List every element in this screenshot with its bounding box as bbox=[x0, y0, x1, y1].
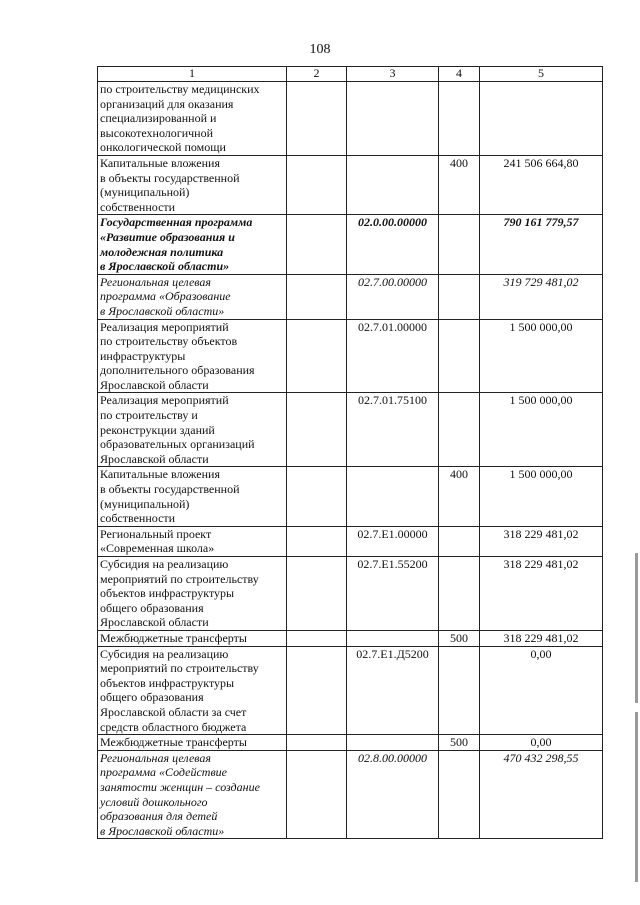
row-sum-cell: 318 229 481,02 bbox=[480, 557, 603, 631]
row-name-cell: Субсидия на реализацию мероприятий по строительству объектов инфраструктуры общего образования Ярославской области bbox=[98, 557, 287, 631]
table-row bbox=[98, 155, 603, 214]
row-sum-cell: 1 500 000,00 bbox=[480, 467, 603, 526]
row-code-cell bbox=[347, 82, 439, 156]
column-header-5: 5 bbox=[480, 67, 603, 82]
row-code-cell: 02.0.00.00000 bbox=[347, 215, 439, 274]
table-row bbox=[98, 646, 603, 735]
row-col2-cell bbox=[287, 630, 347, 646]
table-header-row bbox=[98, 67, 603, 82]
table-row bbox=[98, 467, 603, 526]
row-name-cell: Региональная целевая программа «Образование в Ярославской области» bbox=[98, 274, 287, 319]
row-name-cell: Капитальные вложения в объекты государственной (муниципальной) собственности bbox=[98, 155, 287, 214]
budget-table bbox=[97, 66, 603, 839]
row-expense-type-cell: 400 bbox=[439, 467, 480, 526]
column-header-4: 4 bbox=[439, 67, 480, 82]
row-expense-type-cell bbox=[439, 526, 480, 556]
row-code-cell: 02.7.E1.55200 bbox=[347, 557, 439, 631]
row-sum-cell bbox=[480, 82, 603, 156]
row-name-cell: Региональная целевая программа «Содействие занятости женщин – создание условий дошкольного образования для детей в Ярославской области» bbox=[98, 750, 287, 839]
row-code-cell: 02.7.E1.00000 bbox=[347, 526, 439, 556]
row-name-cell: Реализация мероприятий по строительству объектов инфраструктуры дополнительного образования Ярославской области bbox=[98, 319, 287, 393]
row-name-cell: Реализация мероприятий по строительству и реконструкции зданий образовательных организаций Ярославской области bbox=[98, 393, 287, 467]
row-name-cell: Капитальные вложения в объекты государственной (муниципальной) собственности bbox=[98, 467, 287, 526]
row-expense-type-cell: 500 bbox=[439, 735, 480, 751]
table-row bbox=[98, 393, 603, 467]
scan-edge-mark bbox=[635, 553, 638, 703]
row-col2-cell bbox=[287, 82, 347, 156]
column-header-1: 1 bbox=[98, 67, 287, 82]
row-code-cell: 02.7.E1.Д5200 bbox=[347, 646, 439, 735]
row-col2-cell bbox=[287, 735, 347, 751]
scan-edge-mark bbox=[635, 712, 638, 882]
table-row bbox=[98, 630, 603, 646]
row-expense-type-cell bbox=[439, 274, 480, 319]
row-col2-cell bbox=[287, 526, 347, 556]
row-col2-cell bbox=[287, 274, 347, 319]
row-col2-cell bbox=[287, 750, 347, 839]
row-col2-cell bbox=[287, 155, 347, 214]
row-code-cell bbox=[347, 155, 439, 214]
row-code-cell: 02.7.01.75100 bbox=[347, 393, 439, 467]
row-sum-cell: 319 729 481,02 bbox=[480, 274, 603, 319]
row-name-cell: Межбюджетные трансферты bbox=[98, 630, 287, 646]
row-name-cell: Межбюджетные трансферты bbox=[98, 735, 287, 751]
page-number: 108 bbox=[309, 42, 331, 57]
table-row bbox=[98, 319, 603, 393]
table-row bbox=[98, 274, 603, 319]
row-sum-cell: 318 229 481,02 bbox=[480, 526, 603, 556]
row-col2-cell bbox=[287, 319, 347, 393]
row-code-cell bbox=[347, 467, 439, 526]
row-col2-cell bbox=[287, 557, 347, 631]
row-expense-type-cell bbox=[439, 750, 480, 839]
column-header-3: 3 bbox=[347, 67, 439, 82]
row-col2-cell bbox=[287, 646, 347, 735]
table-row bbox=[98, 82, 603, 156]
row-expense-type-cell: 500 bbox=[439, 630, 480, 646]
table-row bbox=[98, 557, 603, 631]
row-name-cell: Региональный проект «Современная школа» bbox=[98, 526, 287, 556]
table-row bbox=[98, 215, 603, 274]
row-sum-cell: 318 229 481,02 bbox=[480, 630, 603, 646]
row-expense-type-cell bbox=[439, 82, 480, 156]
row-expense-type-cell: 400 bbox=[439, 155, 480, 214]
row-code-cell: 02.8.00.00000 bbox=[347, 750, 439, 839]
row-expense-type-cell bbox=[439, 393, 480, 467]
row-code-cell bbox=[347, 630, 439, 646]
row-sum-cell: 241 506 664,80 bbox=[480, 155, 603, 214]
row-col2-cell bbox=[287, 215, 347, 274]
table-row bbox=[98, 735, 603, 751]
row-code-cell: 02.7.00.00000 bbox=[347, 274, 439, 319]
row-sum-cell: 1 500 000,00 bbox=[480, 393, 603, 467]
row-expense-type-cell bbox=[439, 557, 480, 631]
table-row bbox=[98, 526, 603, 556]
column-header-2: 2 bbox=[287, 67, 347, 82]
row-code-cell: 02.7.01.00000 bbox=[347, 319, 439, 393]
row-name-cell: по строительству медицинских организаций для оказания специализированной и высокотехнологичной онкологической помощи bbox=[98, 82, 287, 156]
row-expense-type-cell bbox=[439, 646, 480, 735]
row-sum-cell: 0,00 bbox=[480, 646, 603, 735]
row-expense-type-cell bbox=[439, 319, 480, 393]
row-name-cell: Субсидия на реализацию мероприятий по строительству объектов инфраструктуры общего образования Ярославской области за счет средств областного бюджета bbox=[98, 646, 287, 735]
row-sum-cell: 470 432 298,55 bbox=[480, 750, 603, 839]
row-code-cell bbox=[347, 735, 439, 751]
row-name-cell: Государственная программа «Развитие образования и молодежная политика в Ярославской области» bbox=[98, 215, 287, 274]
row-sum-cell: 790 161 779,57 bbox=[480, 215, 603, 274]
row-expense-type-cell bbox=[439, 215, 480, 274]
row-sum-cell: 0,00 bbox=[480, 735, 603, 751]
row-col2-cell bbox=[287, 467, 347, 526]
row-sum-cell: 1 500 000,00 bbox=[480, 319, 603, 393]
table-row bbox=[98, 750, 603, 839]
row-col2-cell bbox=[287, 393, 347, 467]
